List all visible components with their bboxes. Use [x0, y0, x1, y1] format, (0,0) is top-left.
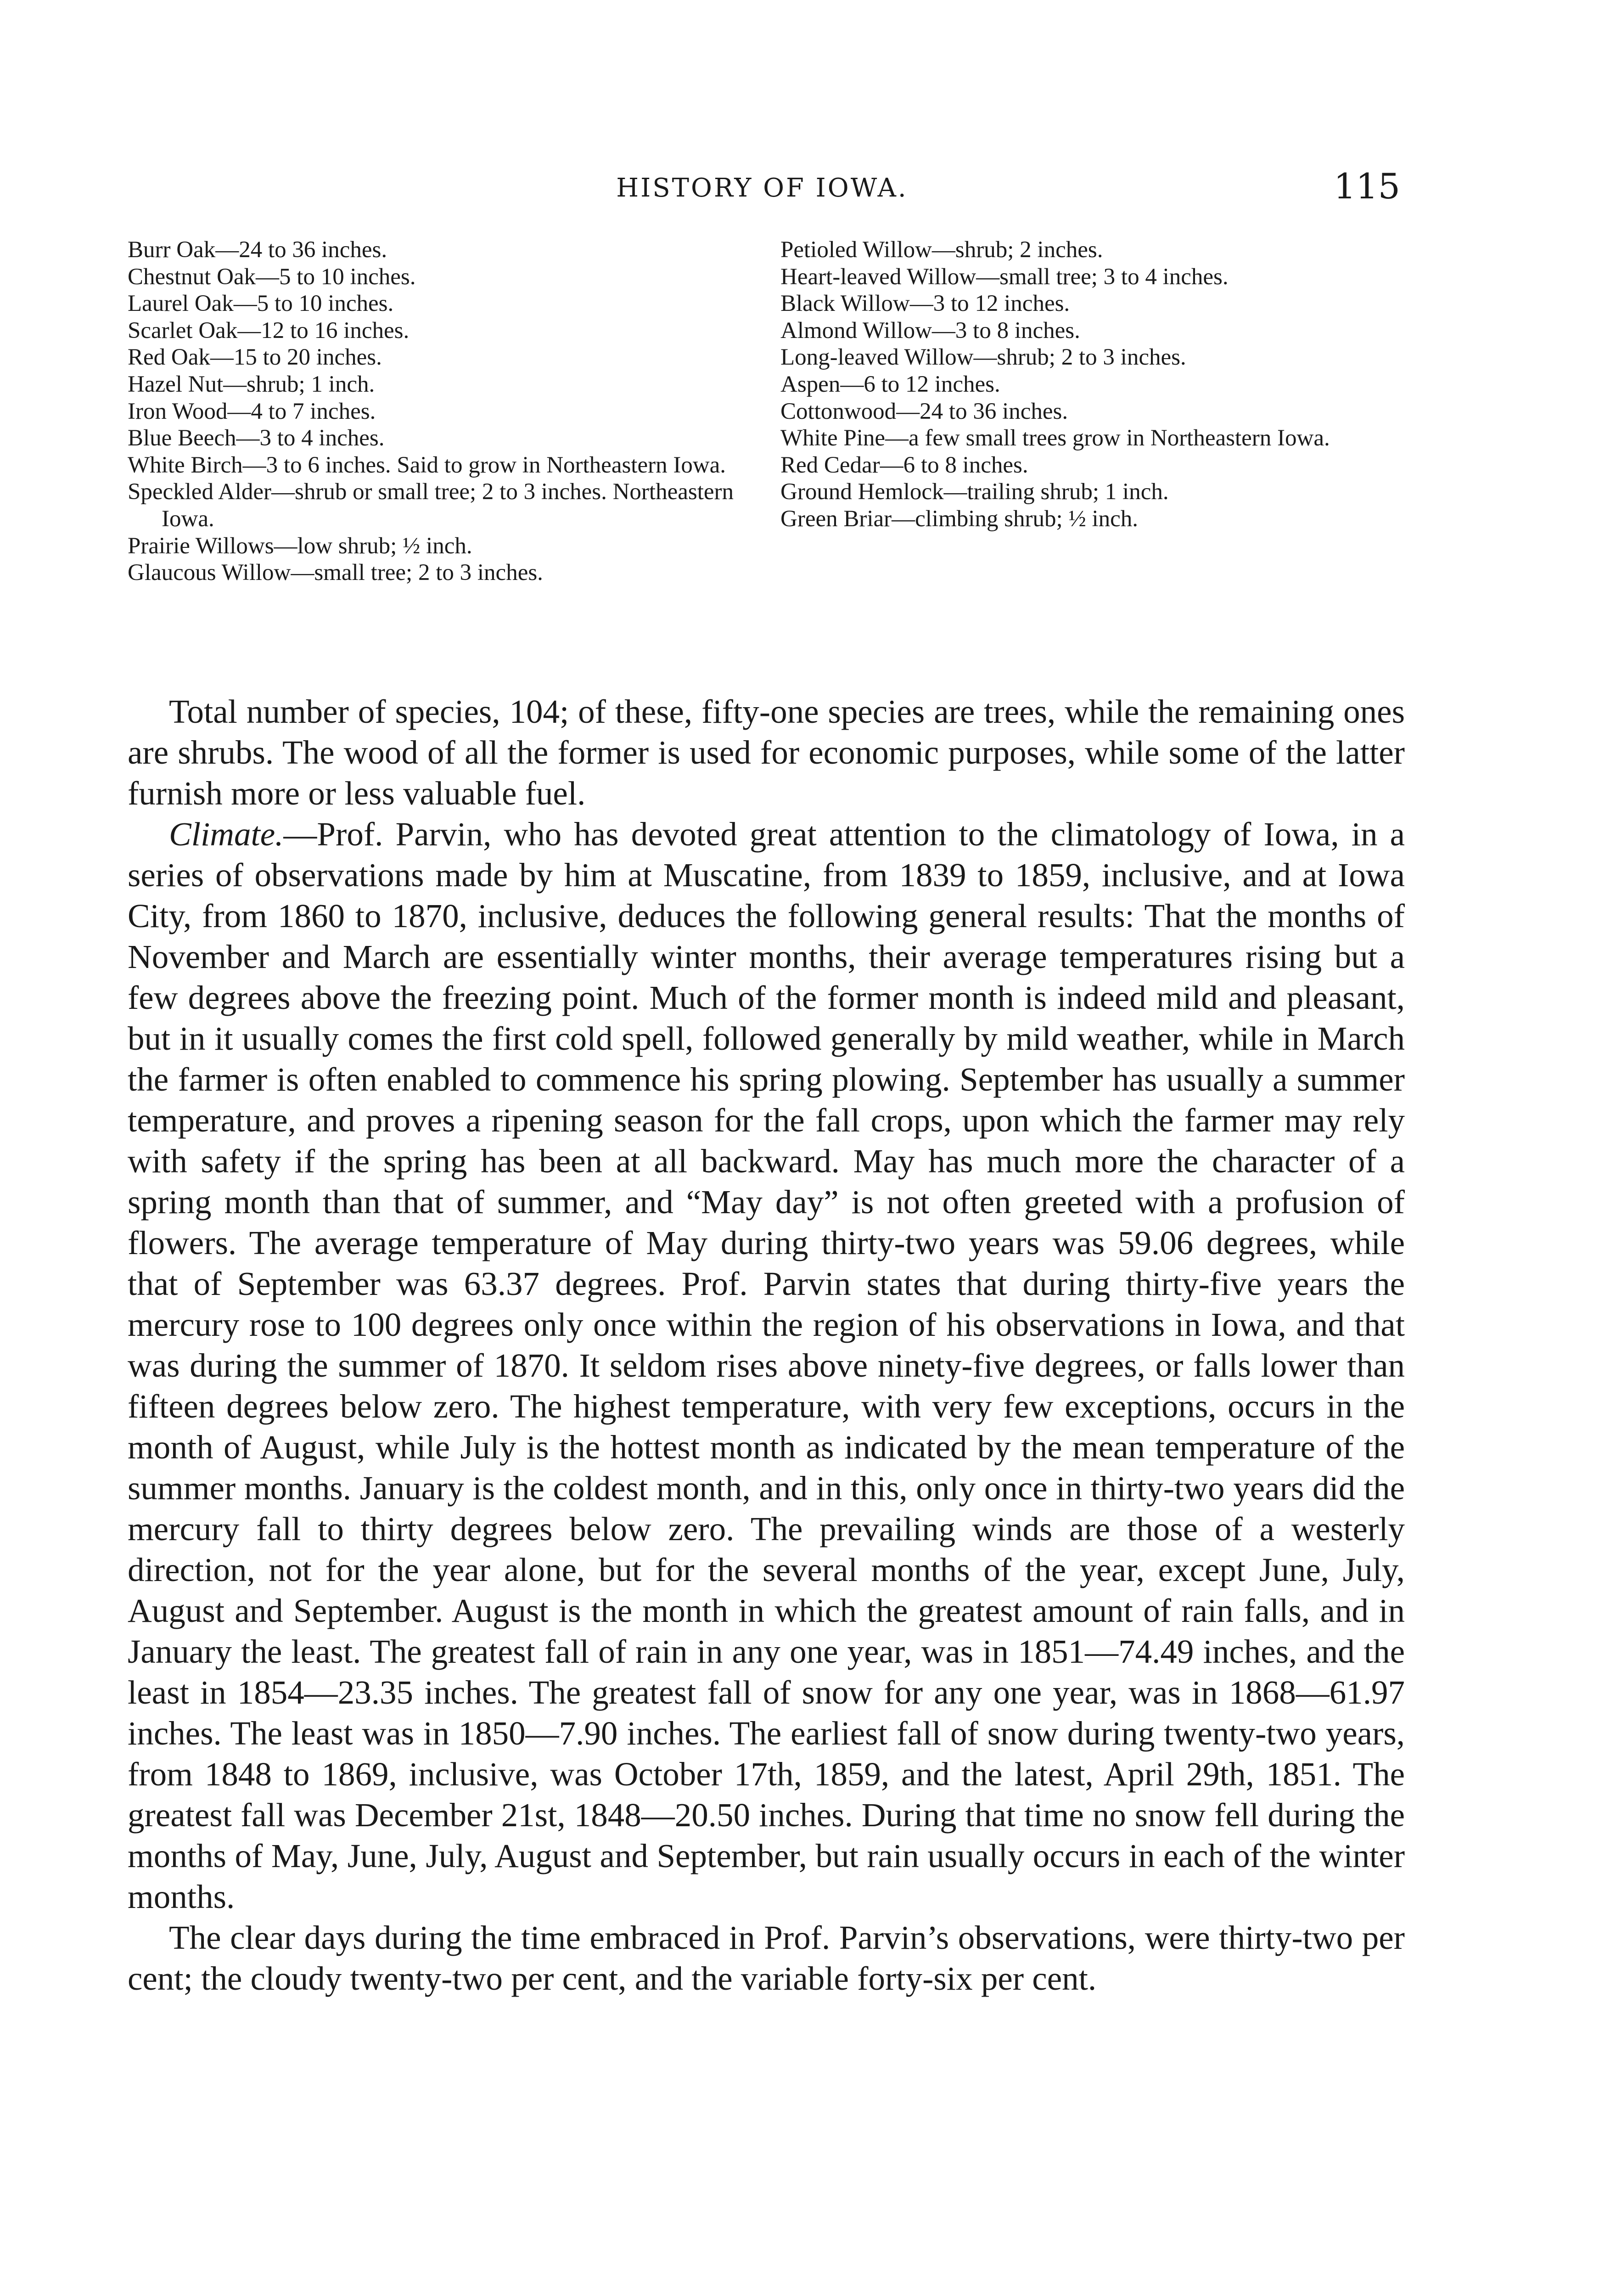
species-entry: White Birch—3 to 6 inches. Said to grow in Northeastern Iowa.	[128, 452, 726, 478]
species-entry: Green Briar—climbing shrub; ½ inch.	[780, 506, 1138, 532]
paragraph-climate	[128, 814, 1405, 1917]
species-entry: Cottonwood—24 to 36 inches.	[780, 398, 1068, 424]
paragraph-clear-days: The clear days during the time embraced in Prof. Parvin’s observations, were thirty-two per cent; the cloudy twenty-two per cent, and the variable forty-six per cent.	[128, 1919, 1405, 1997]
species-entry: Long-leaved Willow—shrub; 2 to 3 inches.	[780, 344, 1186, 371]
species-list	[128, 236, 1405, 586]
species-entry: Prairie Willows—low shrub; ½ inch.	[128, 533, 472, 559]
species-entry: Ground Hemlock—trailing shrub; 1 inch.	[780, 479, 1169, 505]
species-entry: Aspen—6 to 12 inches.	[780, 371, 1000, 397]
species-entry: Hazel Nut—shrub; 1 inch.	[128, 371, 375, 397]
species-entry: Blue Beech—3 to 4 inches.	[128, 425, 385, 451]
species-column-left	[128, 236, 752, 586]
species-entry: Black Willow—3 to 12 inches.	[780, 291, 1070, 317]
species-entry: Laurel Oak—5 to 10 inches.	[128, 291, 394, 317]
species-entry: Red Oak—15 to 20 inches.	[128, 344, 382, 371]
climate-heading: Climate.	[169, 816, 284, 853]
species-entry: White Pine—a few small trees grow in Northeastern Iowa.	[780, 425, 1330, 451]
paragraph-species-total: Total number of species, 104; of these, fifty-one species are trees, while the remaining ones are shrubs. The wood of all the former is used for economic purposes, while some of the latter furnish more or less valuable fuel.	[128, 693, 1405, 812]
species-entry: Glaucous Willow—small tree; 2 to 3 inches.	[128, 560, 543, 586]
species-entry: Iron Wood—4 to 7 inches.	[128, 398, 376, 424]
species-entry: Red Cedar—6 to 8 inches.	[780, 452, 1028, 478]
climate-text: —Prof. Parvin, who has devoted great attention to the climatology of Iowa, in a series of observations made by him at Muscatine, from 1839 to 1859, inclusive, and at Iowa City, from 1860 to 1870, inclusive, deduces the following general results: That the months of November and March are essentially winter months, their average temperatures rising but a few degrees above the freezing point. Much of the former month is indeed mild and pleasant, but in it usually comes the first cold spell, followed generally by mild weather, while in March the farmer is often enabled to commence his spring plowing. September has usually a summer temperature, and proves a ripening season for the fall crops, upon which the farmer may rely with safety if the spring has been at all backward. May has much more the character of a spring month than that of summer, and “May day” is not often greeted with a profusion of flowers. The average temperature of May during thirty-two years was 59.06 degrees, while that of September was 63.37 degrees. Prof. Parvin states that during thirty-five years the mercury rose to 100 degrees only once within the region of his observations in Iowa, and that was during the summer of 1870. It seldom rises above ninety-five degrees, or falls lower than fifteen degrees below zero. The highest temperature, with very few exceptions, occurs in the month of August, while July is the hottest month as indicated by the mean temperature of the summer months. January is the coldest month, and in this, only once in thirty-two years did the mercury fall to thirty degrees below zero. The prevailing winds are those of a westerly direction, not for the year alone, but for the several months of the year, except June, July, August and September. August is the month in which the greatest amount of rain falls, and in January the least. The greatest fall of rain in any one year, was in 1851—74.49 inches, and the least in 1854—23.35 inches. The greatest fall of snow for any one year, was in 1868—61.97 inches. The least was in 1850—7.90 inches. The earliest fall of snow during twenty-two years, from 1848 to 1869, inclusive, was October 17th, 1859, and the latest, April 29th, 1851. The greatest fall was December 21st, 1848—20.50 inches. During that time no snow fell during the months of May, June, July, August and September, but rain usually occurs in each of the winter months.	[128, 816, 1405, 1915]
species-entry: Scarlet Oak—12 to 16 inches.	[128, 317, 410, 343]
species-entry: Heart-leaved Willow—small tree; 3 to 4 inches.	[780, 264, 1229, 290]
species-entry: Speckled Alder—shrub or small tree; 2 to 3 inches. Northeastern Iowa.	[128, 479, 734, 532]
species-entry: Burr Oak—24 to 36 inches.	[128, 237, 387, 263]
species-column-right	[780, 236, 1405, 586]
species-entry: Petioled Willow—shrub; 2 inches.	[780, 237, 1103, 263]
page-number: 115	[1333, 166, 1400, 207]
running-title: HISTORY OF IOWA.	[616, 173, 908, 203]
running-head	[0, 163, 1616, 207]
body-text	[128, 691, 1405, 1999]
species-entry: Almond Willow—3 to 8 inches.	[780, 317, 1080, 343]
species-entry: Chestnut Oak—5 to 10 inches.	[128, 264, 416, 290]
